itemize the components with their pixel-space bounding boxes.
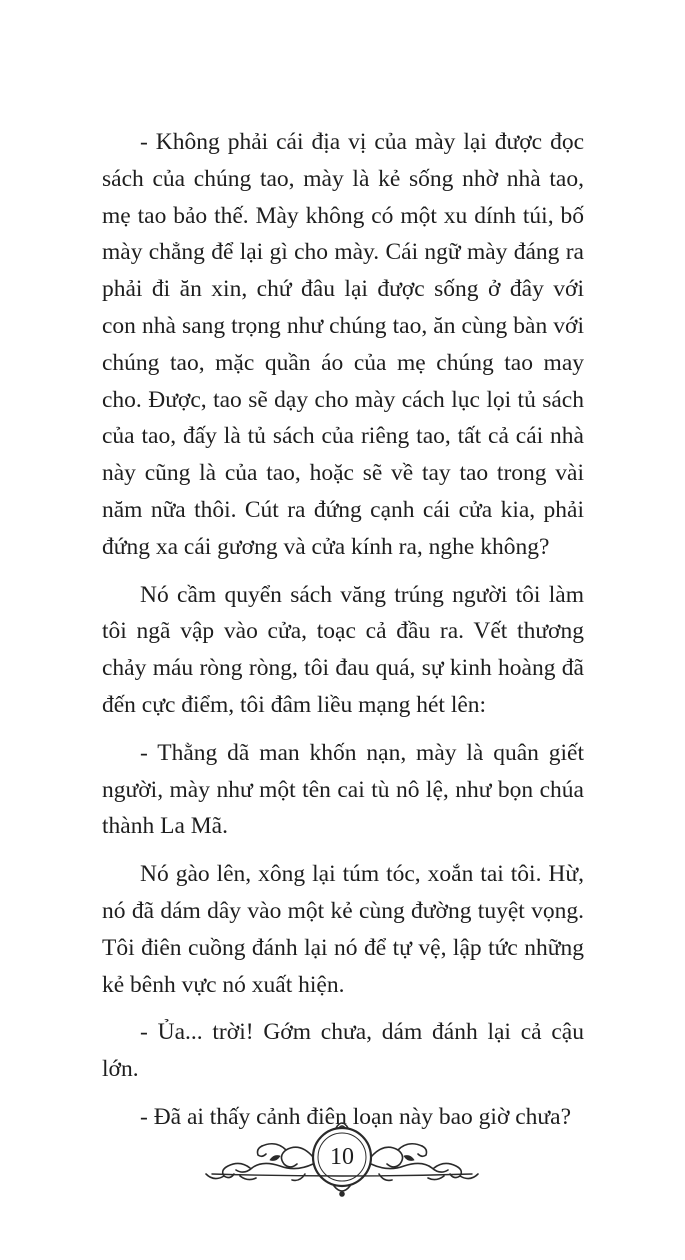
paragraph: - Thằng dã man khốn nạn, mày là quân giết người, mày như một tên cai tù nô lệ, như bọn chúa thành La Mã. <box>102 739 584 840</box>
page-footer <box>0 1120 685 1210</box>
page-number: 10 <box>330 1144 354 1170</box>
paragraph: Nó cầm quyển sách văng trúng người tôi làm tôi ngã vập vào cửa, toạc cả đầu ra. Vết thương chảy máu ròng ròng, tôi đau quá, sự kinh hoàng đã đến cực điểm, tôi đâm liều mạng hét lên: <box>102 581 584 718</box>
page-body <box>102 124 584 1136</box>
paragraph: - Không phải cái địa vị của mày lại được đọc sách của chúng tao, mày là kẻ sống nhờ nhà tao, mẹ tao bảo thế. Mày không có một xu dính túi, bố mày chẳng để lại gì cho mày. Cái ngữ mày đáng ra phải đi ăn xin, chứ đâu lại được sống ở đây với con nhà sang trọng như chúng tao, ăn cùng bàn với chúng tao, mặc quần áo của mẹ chúng tao may cho. Được, tao sẽ dạy cho mày cách lục lọi tủ sách của tao, đấy là tủ sách của riêng tao, tất cả cái nhà này cũng là của tao, hoặc sẽ về tay tao trong vài năm nữa thôi. Cút ra đứng cạnh cái cửa kia, phải đứng xa cái gương và cửa kính ra, nghe không? <box>102 129 584 560</box>
paragraph: Nó gào lên, xông lại túm tóc, xoắn tai tôi. Hừ, nó đã dám dây vào một kẻ cùng đường tuyệt vọng. Tôi điên cuồng đánh lại nó để tự vệ, lập tức những kẻ bênh vực nó xuất hiện. <box>102 861 584 998</box>
paragraph: - Đã ai thấy cảnh điên loạn này bao giờ chưa? <box>140 1103 572 1130</box>
paragraph: - Ủa... trời! Gớm chưa, dám đánh lại cả cậu lớn. <box>102 1019 584 1083</box>
